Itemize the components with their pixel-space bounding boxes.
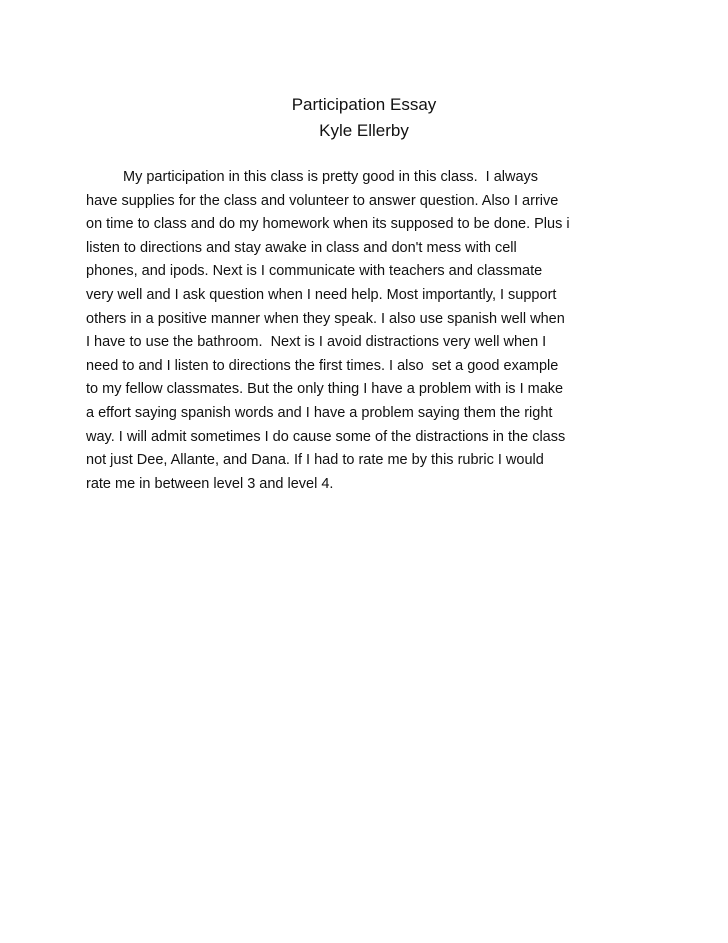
title-block <box>0 92 728 144</box>
body-line: have supplies for the class and volunteer to answer question. Also I arrive <box>86 192 559 209</box>
body-line: others in a positive manner when they speak. I also use spanish well when <box>86 310 565 327</box>
essay-body <box>86 166 646 496</box>
body-line: listen to directions and stay awake in class and don't mess with cell <box>86 239 517 256</box>
body-line: not just Dee, Allante, and Dana. If I had to rate me by this rubric I would <box>86 452 544 469</box>
body-line: I have to use the bathroom. Next is I avoid distractions very well when I <box>86 334 547 351</box>
body-line: to my fellow classmates. But the only thing I have a problem with is I make <box>86 381 564 398</box>
author-name: Kyle Ellerby <box>319 121 409 140</box>
body-line: on time to class and do my homework when its supposed to be done. Plus i <box>86 216 570 233</box>
body-line: phones, and ipods. Next is I communicate with teachers and classmate <box>86 263 543 280</box>
body-line: a effort saying spanish words and I have a problem saying them the right <box>86 404 553 421</box>
body-line: way. I will admit sometimes I do cause some of the distractions in the class <box>86 428 566 445</box>
body-line: need to and I listen to directions the first times. I also set a good example <box>86 357 559 374</box>
body-line: My participation in this class is pretty good in this class. I always <box>123 169 539 185</box>
body-line: rate me in between level 3 and level 4. <box>86 475 334 492</box>
body-line: very well and I ask question when I need help. Most importantly, I support <box>86 286 557 303</box>
essay-title: Participation Essay <box>291 95 437 114</box>
